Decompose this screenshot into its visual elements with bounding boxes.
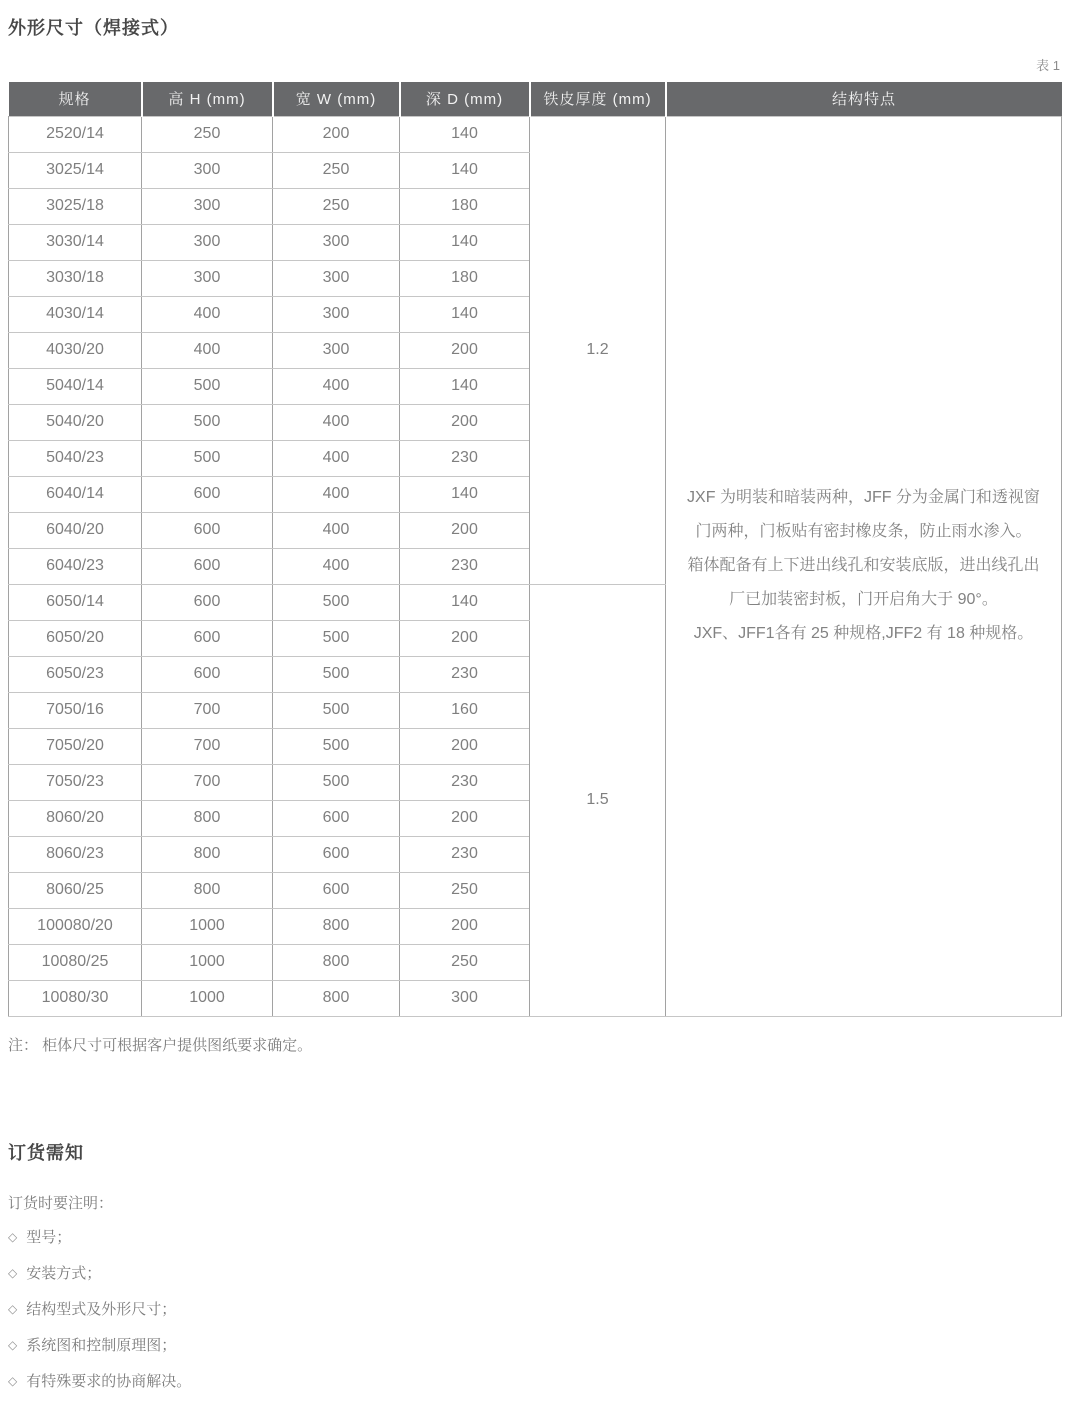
table-cell: 700 [142,692,273,728]
diamond-bullet-icon: ◇ [8,1229,18,1244]
table-cell: 140 [400,116,530,152]
table-cell: 6050/14 [9,584,142,620]
table-cell: 500 [273,728,400,764]
page-title: 外形尺寸（焊接式） [8,18,179,38]
table-cell: 600 [142,476,273,512]
table-cell: 700 [142,764,273,800]
table-cell: 600 [142,512,273,548]
features-paragraph: JXF 为明装和暗装两种，JFF 分为金属门和透视窗门两种，门板贴有密封橡皮条，防止雨水渗入。 [687,489,1040,540]
table-cell: 4030/14 [9,296,142,332]
table-cell: 500 [273,584,400,620]
table-cell: 800 [142,872,273,908]
table-cell: 230 [400,440,530,476]
thickness-group-cell: 1.5 [530,584,666,1016]
table-cell: 500 [273,656,400,692]
table-cell: 400 [273,404,400,440]
ordering-item-text: 型号； [26,1228,72,1246]
table-row [9,116,1062,152]
table-cell: 140 [400,368,530,404]
table-cell: 400 [273,368,400,404]
header-spec: 规格 [9,82,142,116]
table-cell: 500 [273,620,400,656]
table-cell: 250 [142,116,273,152]
ordering-item-text: 系统图和控制原理图； [26,1336,177,1354]
header-features: 结构特点 [666,82,1062,116]
table-cell: 200 [400,908,530,944]
table-cell: 1000 [142,944,273,980]
ordering-section-title: 订货需知 [8,1142,84,1163]
table-cell: 600 [142,548,273,584]
ordering-item-text: 安装方式； [26,1264,102,1282]
table-cell: 500 [273,692,400,728]
table-cell: 5040/14 [9,368,142,404]
table-header-row [9,82,1062,116]
table-cell: 100080/20 [9,908,142,944]
table-note: 注： 柜体尺寸可根据客户提供图纸要求确定。 [8,1036,313,1054]
table-cell: 140 [400,224,530,260]
table-cell: 600 [273,836,400,872]
table-cell: 800 [142,836,273,872]
table-cell: 400 [273,476,400,512]
table-cell: 200 [273,116,400,152]
table-cell: 160 [400,692,530,728]
table-cell: 140 [400,476,530,512]
table-cell: 6040/23 [9,548,142,584]
ordering-item [8,1373,1062,1390]
table-cell: 600 [142,584,273,620]
table-cell: 400 [273,512,400,548]
table-cell: 8060/23 [9,836,142,872]
table-cell: 800 [273,908,400,944]
table-cell: 800 [273,944,400,980]
thickness-group-cell: 1.2 [530,116,666,584]
ordering-item [8,1337,1062,1354]
table-cell: 500 [273,764,400,800]
table-cell: 300 [273,260,400,296]
table-cell: 400 [273,440,400,476]
table-cell: 300 [142,152,273,188]
table-cell: 600 [273,800,400,836]
ordering-item [8,1229,1062,1246]
table-cell: 6040/14 [9,476,142,512]
table-cell: 200 [400,620,530,656]
table-cell: 230 [400,548,530,584]
table-cell: 5040/23 [9,440,142,476]
table-cell: 500 [142,368,273,404]
table-cell: 300 [273,296,400,332]
table-cell: 1000 [142,908,273,944]
table-cell: 300 [142,188,273,224]
table-cell: 7050/20 [9,728,142,764]
table-cell: 300 [142,224,273,260]
table-cell: 250 [273,152,400,188]
table-header [9,82,1062,116]
features-paragraph: 箱体配备有上下进出线孔和安装底版，进出线孔出厂已加装密封板，门开启角大于 90°。 [687,557,1040,608]
table-body [9,116,1062,1016]
features-cell [666,116,1062,1016]
table-cell: 180 [400,188,530,224]
diamond-bullet-icon: ◇ [8,1337,18,1352]
ordering-intro: 订货时要注明： [8,1194,114,1212]
table-cell: 400 [142,332,273,368]
table-number-label: 表 1 [1036,58,1060,73]
table-cell: 2520/14 [9,116,142,152]
table-cell: 300 [273,332,400,368]
table-cell: 500 [142,404,273,440]
table-cell: 180 [400,260,530,296]
table-cell: 800 [142,800,273,836]
table-cell: 8060/20 [9,800,142,836]
table-cell: 4030/20 [9,332,142,368]
table-cell: 3025/18 [9,188,142,224]
table-cell: 500 [142,440,273,476]
table-cell: 300 [400,980,530,1016]
features-paragraph: JXF、JFF1各有 25 种规格,JFF2 有 18 种规格。 [693,625,1034,642]
diamond-bullet-icon: ◇ [8,1373,18,1388]
table-cell: 600 [273,872,400,908]
table-cell: 230 [400,836,530,872]
table-cell: 300 [142,260,273,296]
table-cell: 200 [400,512,530,548]
table-cell: 250 [400,944,530,980]
header-depth: 深 D (mm) [400,82,530,116]
diamond-bullet-icon: ◇ [8,1265,18,1280]
table-cell: 800 [273,980,400,1016]
header-height: 高 H (mm) [142,82,273,116]
table-cell: 140 [400,584,530,620]
table-cell: 300 [273,224,400,260]
ordering-list [8,1229,1062,1390]
table-cell: 3030/18 [9,260,142,296]
table-cell: 230 [400,764,530,800]
table-cell: 10080/30 [9,980,142,1016]
table-cell: 200 [400,332,530,368]
table-cell: 5040/20 [9,404,142,440]
table-cell: 7050/16 [9,692,142,728]
ordering-item [8,1301,1062,1318]
table-cell: 600 [142,656,273,692]
table-cell: 600 [142,620,273,656]
table-cell: 400 [142,296,273,332]
table-cell: 700 [142,728,273,764]
table-cell: 200 [400,404,530,440]
table-cell: 3030/14 [9,224,142,260]
header-width: 宽 W (mm) [273,82,400,116]
table-cell: 400 [273,548,400,584]
table-cell: 140 [400,152,530,188]
table-cell: 200 [400,728,530,764]
table-cell: 6050/23 [9,656,142,692]
table-cell: 250 [400,872,530,908]
table-cell: 250 [273,188,400,224]
header-thickness: 铁皮厚度 (mm) [530,82,666,116]
table-cell: 6040/20 [9,512,142,548]
table-cell: 7050/23 [9,764,142,800]
table-cell: 1000 [142,980,273,1016]
table-cell: 10080/25 [9,944,142,980]
table-cell: 230 [400,656,530,692]
table-cell: 6050/20 [9,620,142,656]
ordering-item-text: 有特殊要求的协商解决。 [26,1372,192,1390]
diamond-bullet-icon: ◇ [8,1301,18,1316]
dimensions-table [8,82,1062,1017]
table-cell: 8060/25 [9,872,142,908]
table-cell: 200 [400,800,530,836]
ordering-item-text: 结构型式及外形尺寸； [26,1300,177,1318]
table-cell: 140 [400,296,530,332]
table-cell: 3025/14 [9,152,142,188]
ordering-item [8,1265,1062,1282]
